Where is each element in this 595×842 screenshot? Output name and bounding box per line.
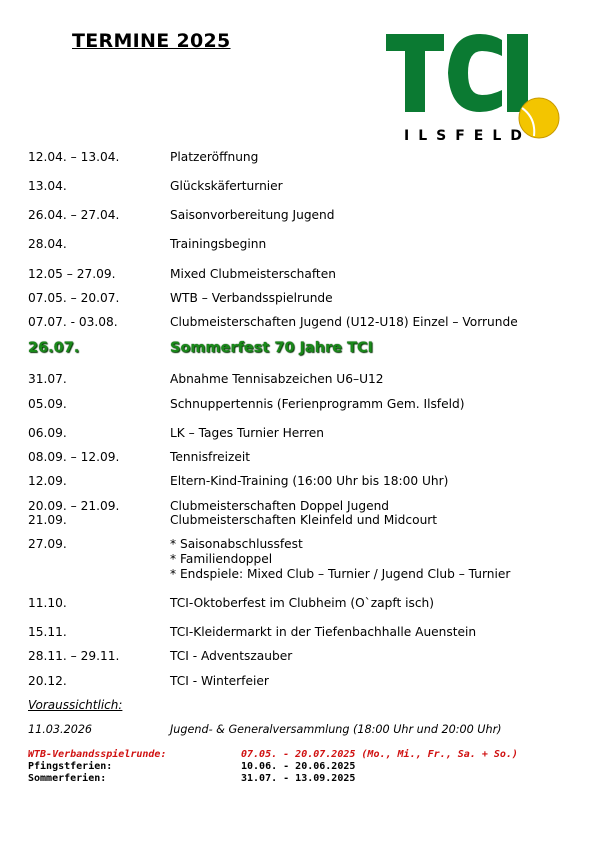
event-date: 26.07. bbox=[28, 340, 80, 356]
event-text: Sommerfest 70 Jahre TCI bbox=[170, 340, 374, 356]
event-date: 27.09. bbox=[28, 537, 67, 551]
event-date: 12.04. – 13.04. bbox=[28, 150, 120, 164]
event-date: 11.10. bbox=[28, 596, 67, 610]
preview-date: 11.03.2026 bbox=[28, 723, 93, 736]
event-date: 05.09. bbox=[28, 397, 67, 411]
event-text: Platzeröffnung bbox=[170, 150, 259, 164]
footer-label: Sommerferien: bbox=[28, 773, 107, 784]
event-date: 12.05 – 27.09. bbox=[28, 267, 116, 281]
event-text: Glückskäferturnier bbox=[170, 179, 283, 193]
footer-label: WTB-Verbandsspielrunde: bbox=[28, 749, 167, 760]
event-date: 08.09. – 12.09. bbox=[28, 450, 120, 464]
event-date: 15.11. bbox=[28, 625, 67, 639]
event-text: WTB – Verbandsspielrunde bbox=[170, 291, 333, 305]
preview-heading: Voraussichtlich: bbox=[28, 698, 123, 712]
event-text: Clubmeisterschaften Doppel Jugend bbox=[170, 499, 390, 513]
event-text: Clubmeisterschaften Kleinfeld und Midcourt bbox=[170, 513, 438, 527]
event-date: 20.12. bbox=[28, 674, 67, 688]
event-text: Abnahme Tennisabzeichen U6–U12 bbox=[170, 372, 384, 386]
event-text: Schnuppertennis (Ferienprogramm Gem. Ilsfeld) bbox=[170, 397, 465, 411]
event-date: 13.04. bbox=[28, 179, 67, 193]
event-text: * Saisonabschlussfest bbox=[170, 537, 303, 551]
preview-text: Jugend- & Generalversammlung (18:00 Uhr und 20:00 Uhr) bbox=[170, 723, 502, 736]
page-title: TERMINE 2025 bbox=[72, 30, 231, 52]
event-date: 07.05. – 20.07. bbox=[28, 291, 120, 305]
event-text: Eltern-Kind-Training (16:00 Uhr bis 18:00 Uhr) bbox=[170, 474, 449, 488]
event-text: Clubmeisterschaften Jugend (U12-U18) Einzel – Vorrunde bbox=[170, 315, 518, 329]
footer-value: 31.07. - 13.09.2025 bbox=[241, 773, 356, 784]
event-date: 31.07. bbox=[28, 372, 67, 386]
footer-value: 10.06. - 20.06.2025 bbox=[241, 761, 356, 772]
event-date: 06.09. bbox=[28, 426, 67, 440]
logo-subtitle: ILSFELD bbox=[404, 128, 531, 144]
event-text: TCI - Adventszauber bbox=[170, 649, 293, 663]
event-date: 26.04. – 27.04. bbox=[28, 208, 120, 222]
event-date: 21.09. bbox=[28, 513, 67, 527]
event-text: * Endspiele: Mixed Club – Turnier / Jugend Club – Turnier bbox=[170, 567, 511, 581]
event-text: TCI - Winterfeier bbox=[170, 674, 269, 688]
event-text: Saisonvorbereitung Jugend bbox=[170, 208, 335, 222]
event-text: TCI-Oktoberfest im Clubheim (O`zapft isch) bbox=[170, 596, 435, 610]
footer-value: 07.05. - 20.07.2025 (Mo., Mi., Fr., Sa. + So.) bbox=[241, 749, 518, 760]
event-date: 07.07. - 03.08. bbox=[28, 315, 118, 329]
event-text: Mixed Clubmeisterschaften bbox=[170, 267, 336, 281]
tci-logo bbox=[384, 32, 564, 150]
event-date: 28.11. – 29.11. bbox=[28, 649, 120, 663]
event-text: * Familiendoppel bbox=[170, 552, 273, 566]
event-text: LK – Tages Turnier Herren bbox=[170, 426, 325, 440]
event-date: 28.04. bbox=[28, 237, 67, 251]
event-date: 12.09. bbox=[28, 474, 67, 488]
event-text: TCI-Kleidermarkt in der Tiefenbachhalle Auenstein bbox=[170, 625, 477, 639]
event-text: Tennisfreizeit bbox=[170, 450, 251, 464]
event-text: Trainingsbeginn bbox=[170, 237, 267, 251]
footer-label: Pfingstferien: bbox=[28, 761, 113, 772]
event-date: 20.09. – 21.09. bbox=[28, 499, 120, 513]
